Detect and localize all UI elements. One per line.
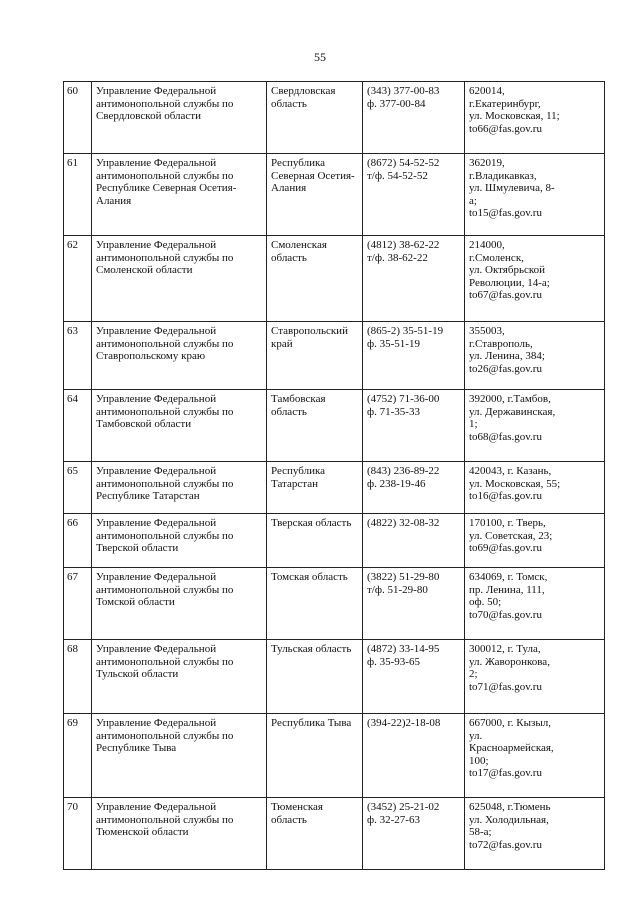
postal-address-email-line: ул. Державинская, — [469, 405, 556, 418]
department-name-line: Свердловской области — [96, 110, 201, 123]
department-name-cell — [92, 322, 267, 390]
region-name-cell — [267, 714, 363, 798]
postal-address-email-line: 634069, г. Томск, — [469, 571, 548, 583]
department-name-line: Управление Федеральной — [96, 325, 217, 337]
postal-address-email-line: а; — [469, 194, 477, 207]
postal-address-email-line: ул. — [469, 729, 483, 742]
phone-fax-line: ф. 238-19-46 — [367, 477, 426, 490]
postal-address-email-line: 355003, — [469, 325, 505, 337]
region-name-line: Ставропольский — [271, 325, 348, 337]
postal-address-email-line: 620014, — [469, 85, 505, 97]
region-name-line: Тверская область — [271, 517, 352, 529]
department-name-line: Тамбовской области — [96, 418, 192, 431]
phone-fax-line: ф. 71-35-33 — [367, 405, 420, 418]
office-directory-table — [63, 81, 605, 870]
phone-fax-line: (843) 236-89-22 — [367, 465, 440, 477]
phone-fax-cell — [363, 236, 465, 322]
region-name-line: область — [271, 97, 307, 110]
phone-fax-line: ф. 377-00-84 — [367, 97, 426, 110]
phone-fax-cell — [363, 568, 465, 640]
region-name-line: Алания — [271, 182, 307, 195]
postal-address-email-line: ул. Московская, 11; — [469, 110, 560, 123]
phone-fax-cell — [363, 322, 465, 390]
department-name-line: антимонопольной службы по — [96, 813, 234, 826]
postal-address-email-line: г.Екатеринбург, — [469, 97, 541, 110]
region-name-cell — [267, 514, 363, 568]
department-name-line: антимонопольной службы по — [96, 583, 234, 596]
postal-address-email-line: 1; — [469, 418, 478, 431]
region-name-cell — [267, 568, 363, 640]
postal-address-email-line: 300012, г. Тула, — [469, 643, 541, 655]
postal-address-email-line: to17@fas.gov.ru — [469, 767, 542, 780]
phone-fax-line: ф. 35-51-19 — [367, 337, 420, 350]
row-number-cell: 70 — [64, 798, 92, 870]
phone-fax-cell — [363, 82, 465, 154]
region-name-line: край — [271, 337, 293, 350]
postal-address-email-line: ул. Октябрьской — [469, 264, 546, 277]
region-name-cell — [267, 390, 363, 462]
postal-address-email-line: оф. 50; — [469, 596, 502, 609]
phone-fax-cell — [363, 390, 465, 462]
region-name-line: Свердловская — [271, 85, 336, 97]
phone-fax-line: (865-2) 35-51-19 — [367, 325, 444, 337]
postal-address-email-line: г.Владикавказ, — [469, 169, 537, 182]
region-name-cell — [267, 154, 363, 236]
postal-address-email-line: to70@fas.gov.ru — [469, 608, 542, 621]
postal-address-email-line: ул. Холодильная, — [469, 813, 549, 826]
phone-fax-line: (8672) 54-52-52 — [367, 157, 440, 169]
department-name-line: Управление Федеральной — [96, 571, 217, 583]
postal-address-email-cell — [465, 514, 605, 568]
postal-address-email-line: ул. Жаворонкова, — [469, 655, 550, 668]
postal-address-email-line: Красноармейская, — [469, 742, 554, 755]
postal-address-email-line: г.Ставрополь, — [469, 337, 533, 350]
department-name-line: Управление Федеральной — [96, 393, 217, 405]
department-name-line: Смоленской области — [96, 264, 193, 277]
postal-address-email-cell — [465, 462, 605, 514]
row-number-cell: 65 — [64, 462, 92, 514]
department-name-line: Тверской области — [96, 542, 179, 555]
phone-fax-line: ф. 35-93-65 — [367, 655, 420, 668]
region-name-line: Тамбовская — [271, 393, 326, 405]
row-number-cell: 68 — [64, 640, 92, 714]
table-row — [64, 714, 605, 798]
table-row — [64, 154, 605, 236]
region-name-line: Республика — [271, 157, 326, 169]
postal-address-email-line: ул. Ленина, 384; — [469, 350, 545, 363]
department-name-line: Алания — [96, 194, 132, 207]
postal-address-email-cell — [465, 390, 605, 462]
department-name-line: Тульской области — [96, 668, 179, 681]
phone-fax-cell — [363, 714, 465, 798]
phone-fax-line: (3822) 51-29-80 — [367, 571, 440, 583]
department-name-line: антимонопольной службы по — [96, 169, 234, 182]
postal-address-email-line: to67@fas.gov.ru — [469, 289, 542, 302]
department-name-line: антимонопольной службы по — [96, 729, 234, 742]
region-name-line: область — [271, 405, 307, 418]
postal-address-email-line: to71@fas.gov.ru — [469, 680, 542, 693]
postal-address-email-cell — [465, 322, 605, 390]
postal-address-email-line: ул. Шмулевича, 8- — [469, 182, 555, 195]
table-row — [64, 390, 605, 462]
row-number-cell: 62 — [64, 236, 92, 322]
postal-address-email-line: 58-а; — [469, 826, 492, 839]
phone-fax-cell — [363, 798, 465, 870]
row-number-cell: 69 — [64, 714, 92, 798]
table-row — [64, 798, 605, 870]
postal-address-email-line: ул. Советская, 23; — [469, 529, 553, 542]
postal-address-email-cell — [465, 236, 605, 322]
phone-fax-line: (394-22)2-18-08 — [367, 717, 441, 729]
region-name-line: Татарстан — [271, 477, 318, 490]
department-name-line: антимонопольной службы по — [96, 405, 234, 418]
region-name-line: Северная Осетия- — [271, 169, 355, 182]
phone-fax-cell — [363, 154, 465, 236]
table-row — [64, 568, 605, 640]
postal-address-email-line: to68@fas.gov.ru — [469, 430, 542, 443]
postal-address-email-line: 392000, г.Тамбов, — [469, 393, 551, 405]
region-name-line: Смоленская — [271, 239, 327, 251]
region-name-line: Республика — [271, 465, 326, 477]
region-name-line: Республика Тыва — [271, 717, 352, 729]
phone-fax-line: т/ф. 54-52-52 — [367, 169, 428, 182]
department-name-line: Управление Федеральной — [96, 157, 217, 169]
postal-address-email-cell — [465, 568, 605, 640]
row-number-cell: 63 — [64, 322, 92, 390]
postal-address-email-line: to72@fas.gov.ru — [469, 838, 542, 851]
department-name-line: антимонопольной службы по — [96, 529, 234, 542]
department-name-line: Ставропольскому краю — [96, 350, 206, 363]
region-name-line: область — [271, 813, 307, 826]
row-number-cell: 60 — [64, 82, 92, 154]
region-name-line: Томская область — [271, 571, 348, 583]
region-name-cell — [267, 82, 363, 154]
department-name-line: Управление Федеральной — [96, 517, 217, 529]
table-row — [64, 640, 605, 714]
department-name-line: антимонопольной службы по — [96, 337, 234, 350]
phone-fax-line: (4812) 38-62-22 — [367, 239, 440, 251]
department-name-line: Тюменской области — [96, 826, 189, 839]
region-name-cell — [267, 640, 363, 714]
table-row — [64, 514, 605, 568]
department-name-cell — [92, 514, 267, 568]
postal-address-email-line: ул. Московская, 55; — [469, 477, 561, 490]
postal-address-email-cell — [465, 798, 605, 870]
department-name-cell — [92, 236, 267, 322]
department-name-line: Управление Федеральной — [96, 85, 217, 97]
page-number: 55 — [314, 50, 326, 64]
postal-address-email-line: пр. Ленина, 111, — [469, 583, 545, 596]
row-number-cell: 64 — [64, 390, 92, 462]
postal-address-email-line: 362019, — [469, 157, 505, 169]
department-name-line: Республике Северная Осетия- — [96, 182, 237, 195]
row-number-cell: 61 — [64, 154, 92, 236]
department-name-line: Управление Федеральной — [96, 239, 217, 251]
department-name-line: антимонопольной службы по — [96, 477, 234, 490]
postal-address-email-line: 625048, г.Тюмень — [469, 801, 551, 813]
row-number-cell: 67 — [64, 568, 92, 640]
department-name-cell — [92, 82, 267, 154]
phone-fax-line: (3452) 25-21-02 — [367, 801, 440, 813]
postal-address-email-line: to26@fas.gov.ru — [469, 362, 542, 375]
table-row — [64, 462, 605, 514]
row-number-cell: 66 — [64, 514, 92, 568]
phone-fax-cell — [363, 514, 465, 568]
department-name-cell — [92, 462, 267, 514]
phone-fax-cell — [363, 640, 465, 714]
postal-address-email-line: to16@fas.gov.ru — [469, 490, 542, 503]
department-name-line: антимонопольной службы по — [96, 655, 234, 668]
region-name-line: область — [271, 251, 307, 264]
department-name-cell — [92, 390, 267, 462]
department-name-cell — [92, 714, 267, 798]
postal-address-email-cell — [465, 640, 605, 714]
postal-address-email-cell — [465, 714, 605, 798]
department-name-cell — [92, 640, 267, 714]
table-row — [64, 322, 605, 390]
table-row — [64, 82, 605, 154]
postal-address-email-line: 100; — [469, 754, 489, 767]
department-name-line: Управление Федеральной — [96, 801, 217, 813]
department-name-line: Республике Татарстан — [96, 490, 200, 503]
table-body — [64, 82, 605, 870]
phone-fax-line: (4872) 33-14-95 — [367, 643, 440, 655]
region-name-cell — [267, 322, 363, 390]
department-name-cell — [92, 798, 267, 870]
department-name-line: антимонопольной службы по — [96, 97, 234, 110]
region-name-line: Тюменская — [271, 801, 323, 813]
phone-fax-line: (4822) 32-08-32 — [367, 517, 440, 529]
department-name-cell — [92, 154, 267, 236]
phone-fax-line: т/ф. 38-62-22 — [367, 251, 428, 264]
postal-address-email-line: to66@fas.gov.ru — [469, 122, 542, 135]
department-name-line: Управление Федеральной — [96, 717, 217, 729]
phone-fax-line: ф. 32-27-63 — [367, 813, 420, 826]
postal-address-email-cell — [465, 82, 605, 154]
department-name-cell — [92, 568, 267, 640]
postal-address-email-cell — [465, 154, 605, 236]
phone-fax-cell — [363, 462, 465, 514]
postal-address-email-line: 214000, — [469, 239, 505, 251]
postal-address-email-line: to69@fas.gov.ru — [469, 542, 542, 555]
phone-fax-line: (4752) 71-36-00 — [367, 393, 440, 405]
department-name-line: Томской области — [96, 596, 175, 609]
department-name-line: Управление Федеральной — [96, 643, 217, 655]
postal-address-email-line: Революции, 14-а; — [469, 276, 550, 289]
postal-address-email-line: 2; — [469, 668, 478, 681]
region-name-line: Тульская область — [271, 643, 352, 655]
postal-address-email-line: to15@fas.gov.ru — [469, 207, 542, 220]
table-row — [64, 236, 605, 322]
phone-fax-line: т/ф. 51-29-80 — [367, 583, 428, 596]
department-name-line: Республике Тыва — [96, 742, 177, 755]
region-name-cell — [267, 236, 363, 322]
postal-address-email-line: 667000, г. Кызыл, — [469, 717, 551, 729]
postal-address-email-line: г.Смоленск, — [469, 251, 524, 264]
postal-address-email-line: 170100, г. Тверь, — [469, 517, 546, 529]
region-name-cell — [267, 462, 363, 514]
department-name-line: Управление Федеральной — [96, 465, 217, 477]
postal-address-email-line: 420043, г. Казань, — [469, 465, 552, 477]
phone-fax-line: (343) 377-00-83 — [367, 85, 440, 97]
region-name-cell — [267, 798, 363, 870]
department-name-line: антимонопольной службы по — [96, 251, 234, 264]
